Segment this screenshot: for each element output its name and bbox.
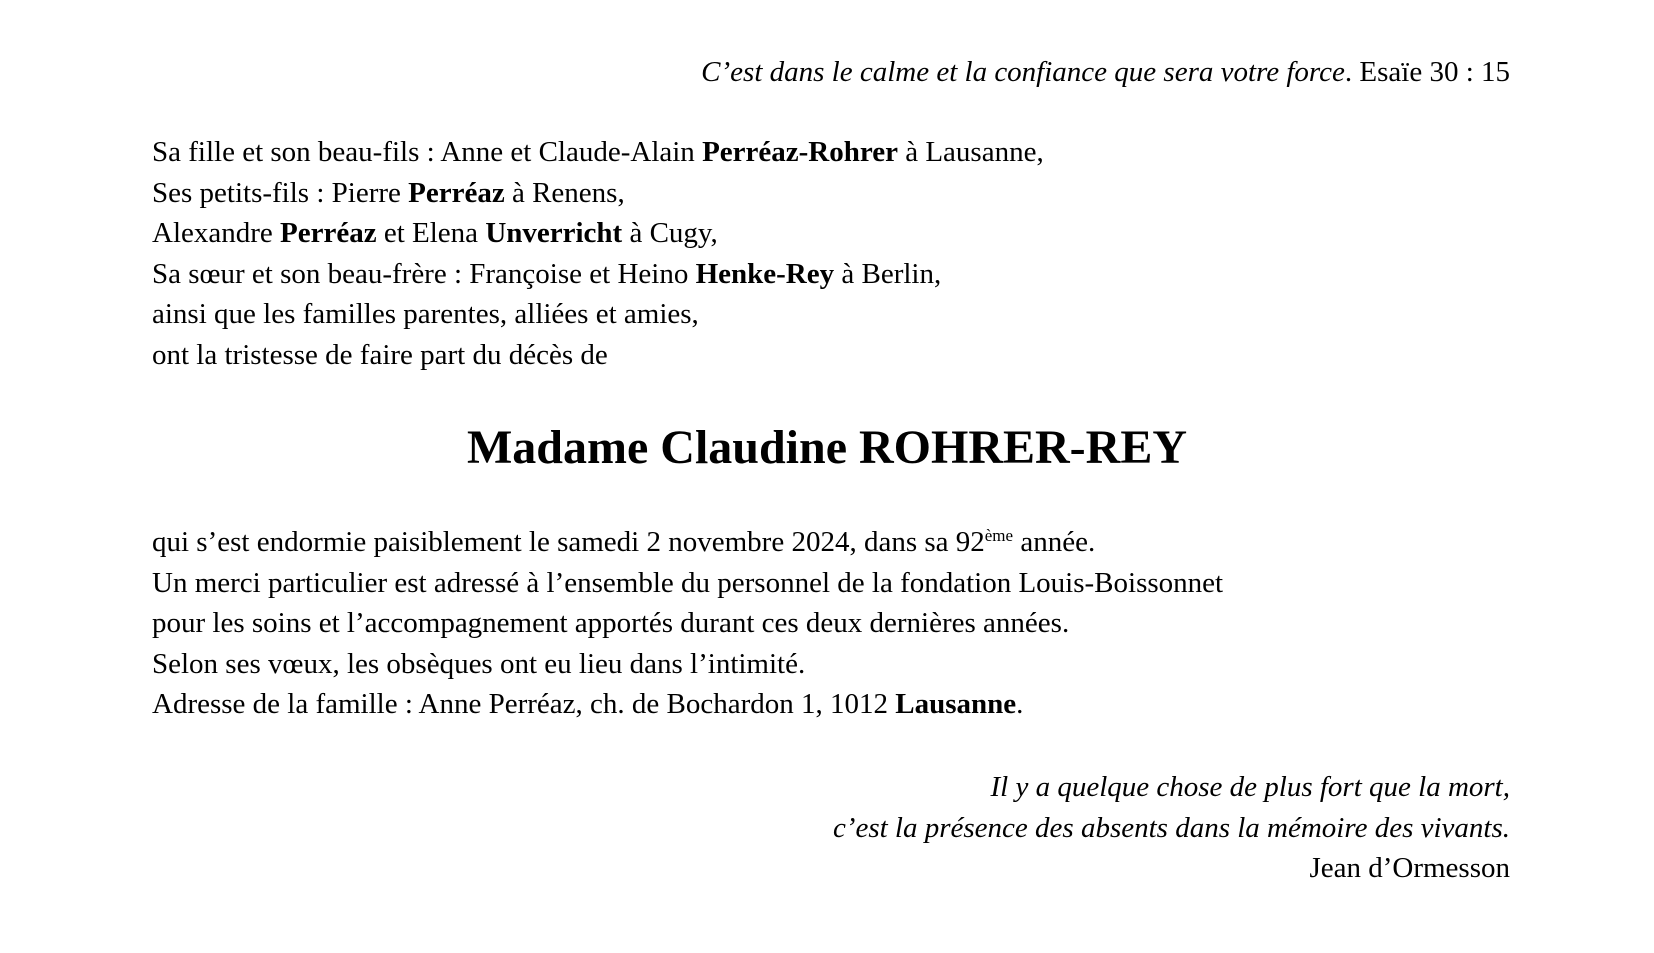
family-line-sister [152, 254, 1044, 295]
family-line-3-text-e: à Cugy, [622, 217, 718, 249]
notice-line-passing [152, 522, 1223, 563]
epigraph-quote: C’est dans le calme et la confiance que sera votre force [701, 56, 1345, 88]
family-line-3-text-c: et Elena [376, 217, 486, 249]
notice-line-5-text-c: . [1016, 688, 1024, 720]
family-line-4-text-a: Sa sœur et son beau-frère : Françoise et Heino [152, 257, 696, 290]
family-line-daughter [152, 132, 1044, 173]
notice-line-1-text-b: année. [1013, 526, 1096, 558]
closing-quote-line-1: Il y a quelque chose de plus fort que la mort, [990, 771, 1510, 803]
notice-line-thanks: Un merci particulier est adressé à l’ensemble du personnel de la fondation Louis-Boissonnet [152, 566, 1224, 599]
family-line-3-name-1: Perréaz [280, 217, 377, 249]
family-line-4-text-c: à Berlin, [834, 257, 942, 290]
epigraph-reference: . Esaïe 30 : 15 [1344, 56, 1510, 88]
notice-line-5-text-a: Adresse de la famille : Anne Perréaz, ch. de Bochardon 1, 1012 [152, 688, 896, 720]
closing-quote-author: Jean d’Ormesson [1309, 852, 1510, 884]
closing-quote-line-2: c’est la présence des absents dans la mémoire des vivants. [832, 811, 1510, 844]
family-line-3-name-2: Unverricht [485, 217, 623, 249]
family-line-announcement: ont la tristesse de faire part du décès de [152, 338, 608, 371]
deceased-name: Madame Claudine ROHRER-REY [466, 421, 1188, 474]
family-line-3-text-a: Alexandre [152, 217, 281, 249]
family-line-2-text-c: à Renens, [504, 176, 625, 209]
epigraph [701, 52, 1510, 92]
notice-line-address [152, 684, 1223, 725]
family-line-4-name: Henke-Rey [695, 257, 835, 290]
family-line-1-text-c: à Lausanne, [897, 136, 1044, 168]
notice-line-5-city: Lausanne [895, 688, 1017, 720]
family-line-1-name: Perréaz-Rohrer [702, 136, 898, 168]
notice-line-care: pour les soins et l’accompagnement apportés durant ces deux dernières années. [152, 607, 1070, 639]
family-line-1-text-a: Sa fille et son beau-fils : Anne et Claude-Alain [152, 136, 703, 168]
notice-line-1-ordinal: ème [984, 526, 1014, 545]
family-announcement [152, 132, 1044, 375]
family-line-relatives: ainsi que les familles parentes, alliées et amies, [152, 298, 699, 330]
closing-quote [833, 767, 1510, 889]
death-notice [152, 522, 1223, 725]
notice-line-1-text-a: qui s’est endormie paisiblement le samedi 2 novembre 2024, dans sa 92 [152, 526, 985, 558]
family-line-grandson-2 [152, 213, 1044, 254]
family-line-grandsons [152, 173, 1044, 214]
family-line-2-name: Perréaz [408, 176, 505, 209]
notice-line-funeral: Selon ses vœux, les obsèques ont eu lieu dans l’intimité. [152, 647, 806, 680]
family-line-2-text-a: Ses petits-fils : Pierre [152, 176, 409, 209]
